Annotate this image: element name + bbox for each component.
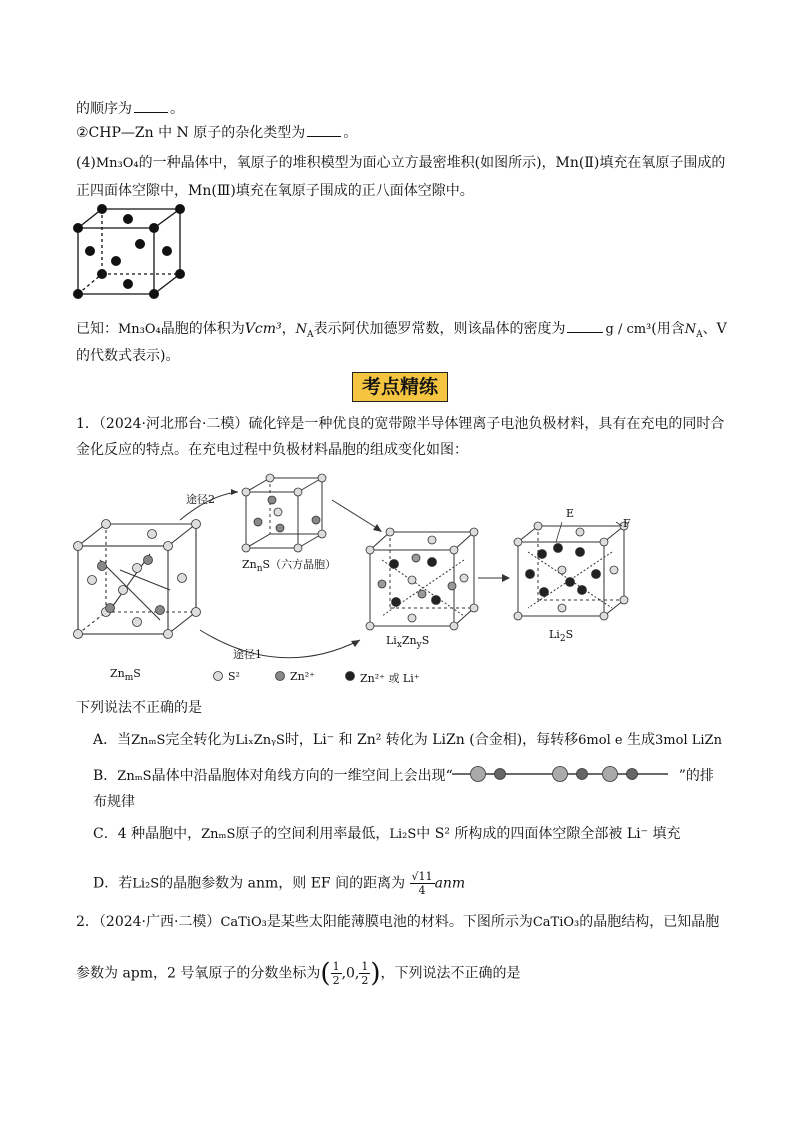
density-unit: g / cm³ [605,322,652,337]
formula: CaTiO₃ [532,915,580,930]
q2-line-1 [76,912,719,933]
line5-text: (用含 [651,321,685,337]
path2-label: 途径2 [186,493,215,506]
q2-text: 参数为 apm，2 号氧原子的分数坐标为 [76,965,321,982]
numerator: √11 [411,870,433,883]
label-part: S [133,667,141,680]
answer-blank [134,98,168,113]
legend-s: S² [228,670,240,683]
label-sub: m [124,673,134,684]
option-text: 生成 [627,732,656,748]
option-c-label: C．4 种晶胞中， [93,826,202,842]
fcc-cell-diagram [70,200,190,305]
crystal-transformation-diagram [60,470,660,690]
numerator: 1 [332,960,340,973]
q1-line-1 [76,414,724,434]
option-text: 时，Li⁻ 和 Zn² 转化为 LiZn (合金相)，每转移 [284,732,579,748]
label-part: S（六方晶胞） [262,558,337,571]
label-part: Li [386,634,397,647]
legend-zn-li: Zn²⁺ 或 Li⁺ [360,672,420,685]
label-f: F [623,517,631,530]
formula: Li₂S [389,827,417,842]
formula: Li₂S [132,876,160,892]
line2-end: 。 [343,125,358,141]
label-e: E [566,507,575,520]
line5-text: 表示阿伏加德罗常数，则该晶体的密度为 [313,321,566,337]
label-part: Zn [401,634,417,647]
label-sub: y [416,640,422,651]
line5-text: 、V [702,321,727,337]
na-sub: A [306,329,314,340]
formula: LiₓZnᵧS [235,733,285,748]
fraction [331,960,342,987]
option-c [93,824,680,845]
formula-mn3o4: Mn₃O₄ [118,322,161,337]
text-line-5 [76,318,727,345]
stem-text: 下列说法不正确的是 [76,700,202,716]
option-d-label: D．若 [93,875,133,892]
legend-zn: Zn²⁺ [290,670,315,683]
formula: 3mol LiZn [655,733,722,748]
na-sub: A [696,329,703,340]
q1-stem [76,698,202,718]
paren-close: ) [370,958,381,989]
label-lixznys [386,634,429,650]
line6-text: 的代数式表示)。 [76,348,180,364]
line5-text: 已知： [76,321,118,337]
formula: 6mol e [578,733,623,748]
formula: CaTiO₃ [220,915,267,930]
label-hex [242,556,336,574]
text-line-4 [76,181,474,201]
comma: ， [281,321,296,337]
option-b-cont [93,792,135,812]
option-text: 中 S² [416,826,450,842]
q2-text: 是某些太阳能薄膜电池的材料。下图所示为 [266,914,533,930]
line4-text: 正四面体空隙中，Mn(Ⅲ)填充在氧原子围成的正八面体空隙中。 [76,183,474,199]
denominator: 2 [332,974,340,987]
formula: ZnₘS [131,733,166,748]
na-symbol: N [684,322,697,337]
option-a-label: A．当 [93,732,132,748]
label-sub: x [396,640,402,651]
option-text: ”的排 [678,768,714,784]
atom-chain-icon [450,763,670,785]
option-text: 布规律 [93,794,135,810]
q1-text: 金化反应的特点。在充电过程中负极材料晶胞的组成变化如图： [76,442,468,458]
answer-blank [567,318,603,333]
option-text: 完全转化为 [165,732,236,748]
fraction [359,960,370,987]
label-part: Zn [110,667,125,680]
na-symbol: N [295,322,307,337]
line5-text: 晶胞的体积为 [160,321,245,337]
q4-number: (4) [76,155,96,171]
text-line-2 [76,122,357,143]
formula: ZnₘS [117,769,152,784]
option-text: 所构成的四面体空隙全部被 Li⁻ 填充 [454,826,681,842]
denominator: 4 [418,884,426,897]
section-title: 考点精练 [352,372,448,402]
label-znms [110,667,141,683]
text-line-6 [76,346,179,366]
label-part: Li [549,628,560,641]
text-line-3 [76,153,725,174]
paren-open: ( [320,958,331,989]
line3-text: 的一种晶体中，氧原子的堆积模型为面心立方最密堆积(如图所示)，Mn(Ⅱ)填充在氧原子围成的 [138,155,726,171]
line1-end: 。 [170,101,184,117]
option-text: 原子的空间利用率最低， [235,826,390,842]
option-b-label: B． [93,768,118,784]
line2-text: ②CHP—Zn 中 N 原子的杂化类型为 [76,125,306,141]
option-text: anm [434,875,466,892]
answer-blank [307,122,341,137]
line1-text: 的顺序为 [76,101,132,117]
option-d [93,870,465,897]
denominator: 2 [361,974,369,987]
volume-symbol: Vcm³ [244,321,282,337]
fraction [410,870,435,897]
q1-text: 1．（2024·河北邢台·二模）硫化锌是一种优良的宽带隙半导体锂离子电池负极材料，具有在充电的同时合 [76,416,725,432]
numerator: 1 [361,960,369,973]
label-part: S [421,634,430,647]
option-a [93,730,722,751]
q2-text: ，下列说法不正确的是 [380,965,521,982]
q2-text: 的晶胞结构，已知晶胞 [579,914,720,930]
q1-line-2 [76,440,468,460]
q2-text: 2．（2024·广西·二模） [76,914,221,930]
formula: ZnₘS [201,827,236,842]
text-line-1 [76,98,184,119]
option-text: 的晶胞参数为 anm，则 EF 间的距离为 [159,875,406,892]
formula-mn3o4: Mn₃O₄ [95,156,139,171]
option-text: 晶体中沿晶胞体对角线方向的一维空间上会出现“ [151,768,453,784]
path1-label: 途径1 [233,648,262,661]
label-li2s [549,628,573,644]
label-sub: n [256,564,263,575]
q2-line-2 [76,960,521,987]
label-part: Zn [242,558,257,571]
coord-mid: ,0, [341,965,360,982]
label-sub: 2 [559,634,566,645]
label-part: S [565,628,574,641]
